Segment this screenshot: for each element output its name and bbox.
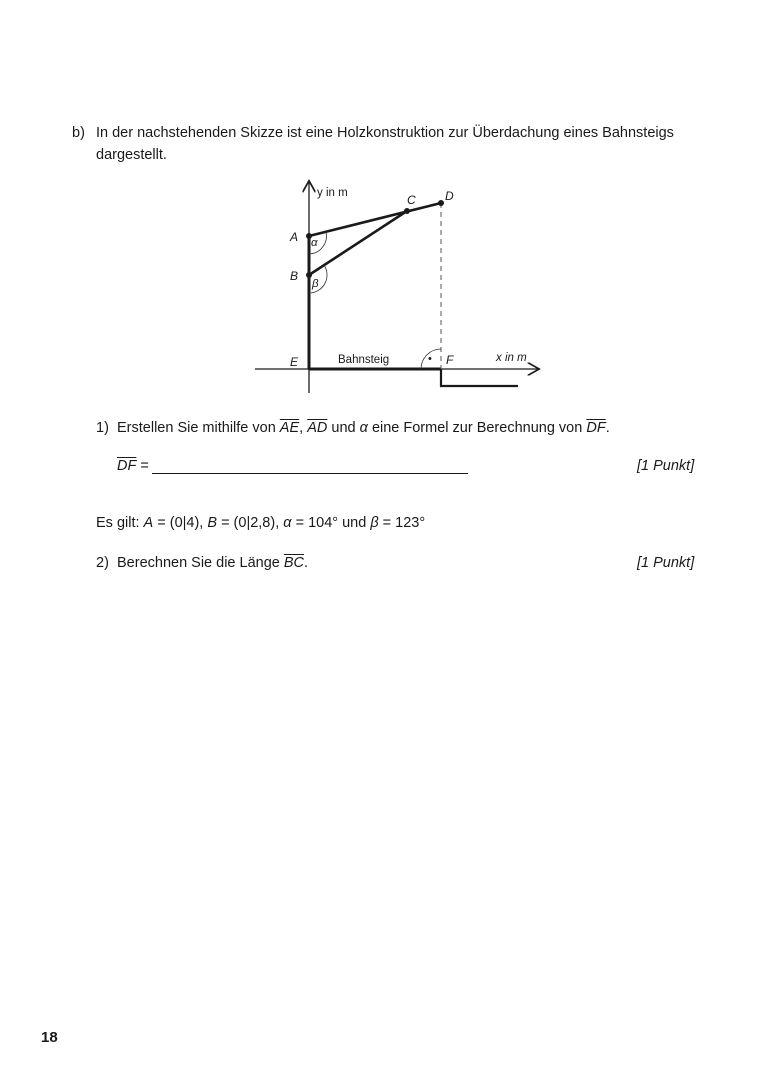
answer-DF: $\overline{DF}$ — [117, 458, 137, 474]
label-B: B — [290, 269, 299, 283]
beta-label: β — [312, 278, 319, 290]
segment-AE: $\overline{AE}$ — [279, 420, 300, 436]
answer-lhs — [117, 455, 149, 477]
part-marker: b) — [72, 125, 85, 141]
task2-points: [1 Punkt] — [637, 555, 695, 571]
intro-line-1: In der nachstehenden Skizze ist eine Holzkonstruktion zur Überdachung eines Bahnsteigs — [96, 125, 674, 141]
given-beta-value: = 123° — [382, 515, 426, 531]
x-axis-label: x in m — [496, 352, 527, 364]
label-D: D — [445, 189, 454, 203]
given-B-value: = (0|2,8), — [221, 515, 280, 531]
given-prefix: Es gilt: — [96, 515, 140, 531]
given-A-label: A — [143, 515, 154, 531]
task1-points: [1 Punkt] — [637, 458, 695, 474]
given-A-value: = (0|4), — [157, 515, 204, 531]
answer-eq: = — [140, 458, 149, 474]
label-A: A — [290, 230, 299, 244]
point-C-dot — [404, 208, 410, 214]
given-beta-label: β — [370, 515, 379, 531]
segment-AD: $\overline{AD}$ — [307, 420, 328, 436]
platform-step — [441, 369, 518, 386]
segment-BC: $\overline{BC}$ — [283, 555, 305, 571]
platform-label: Bahnsteig — [338, 354, 390, 366]
task1-and: und — [331, 420, 356, 436]
construction-sketch — [0, 0, 769, 420]
task2-number: 2) — [96, 555, 109, 571]
page-number: 18 — [41, 1029, 58, 1046]
given-B-label: B — [207, 515, 218, 531]
label-E: E — [290, 355, 299, 369]
task1-alpha: α — [359, 420, 368, 436]
y-axis-label: y in m — [317, 187, 348, 199]
label-F: F — [446, 353, 454, 367]
intro-line-2: dargestellt. — [96, 147, 167, 163]
task1-post: eine Formel zur Berechnung von — [371, 420, 583, 436]
alpha-label: α — [311, 237, 318, 249]
task2-period: . — [304, 555, 309, 571]
task1-text — [117, 417, 610, 439]
strut-BC — [309, 211, 407, 275]
task1-number: 1) — [96, 420, 109, 436]
given-alpha-value: = 104° und — [295, 515, 367, 531]
segment-DF: $\overline{DF}$ — [586, 420, 606, 436]
task1-period: . — [605, 420, 610, 436]
point-D-dot — [438, 200, 444, 206]
right-angle-dot: • — [428, 353, 432, 365]
task1-pre: Erstellen Sie mithilfe von — [117, 420, 276, 436]
task1-comma: , — [299, 420, 304, 436]
task2-text — [117, 552, 308, 574]
given-alpha-label: α — [283, 515, 292, 531]
answer-line[interactable] — [152, 473, 468, 474]
task2-body: Berechnen Sie die Länge — [117, 555, 280, 571]
label-C: C — [407, 193, 416, 207]
given-values — [96, 512, 425, 534]
